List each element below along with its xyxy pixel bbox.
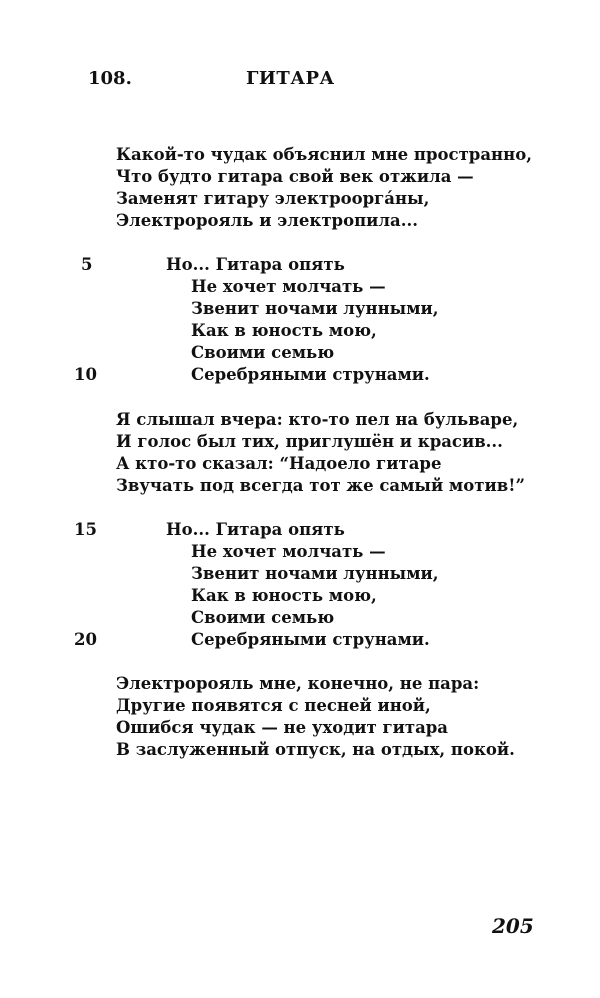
poem-line: А кто-то сказал: “Надоело гитаре — [116, 454, 442, 473]
poem-line: Я слышал вчера: кто-то пел на бульваре, — [116, 410, 519, 429]
poem-line: Звенит ночами лунными, — [191, 299, 439, 318]
poem-line: Своими семью — [191, 343, 335, 362]
line-number: 20 — [74, 630, 97, 649]
poem-line: И голос был тих, приглушён и красив... — [116, 432, 503, 451]
poem-line: Не хочет молчать — — [191, 542, 386, 561]
poem-line: Не хочет молчать — — [191, 277, 386, 296]
poem-line: Другие появятся с песней иной, — [116, 696, 431, 715]
poem-line: Что будто гитара свой век отжила — — [116, 167, 474, 186]
poem-line: Заменят гитару электрооргáны, — [116, 189, 430, 208]
line-number: 10 — [74, 365, 97, 384]
poem-line: Звучать под всегда тот же самый мотив!” — [116, 476, 525, 495]
poem-line: Какой-то чудак объяснил мне пространно, — [116, 145, 532, 164]
poem-title: ГИТАРА — [246, 68, 335, 89]
poem-line: В заслуженный отпуск, на отдых, покой. — [116, 740, 515, 759]
poem-line: Как в юность мою, — [191, 586, 377, 605]
poem-line: Звенит ночами лунными, — [191, 564, 439, 583]
poem-number: 108. — [88, 68, 132, 89]
line-number: 5 — [81, 255, 93, 274]
page-number: 205 — [492, 914, 534, 938]
poem-line: Своими семью — [191, 608, 335, 627]
poem-line: Ошибся чудак — не уходит гитара — [116, 718, 448, 737]
poem-line: Серебряными струнами. — [191, 365, 430, 384]
poem-line: Но... Гитара опять — [166, 255, 345, 274]
line-number: 15 — [74, 520, 97, 539]
poem-line: Как в юность мою, — [191, 321, 377, 340]
poem-line: Но... Гитара опять — [166, 520, 345, 539]
poem-line: Электророяль мне, конечно, не пара: — [116, 674, 480, 693]
poem-line: Серебряными струнами. — [191, 630, 430, 649]
poem-line: Электророяль и электропила... — [116, 211, 418, 230]
